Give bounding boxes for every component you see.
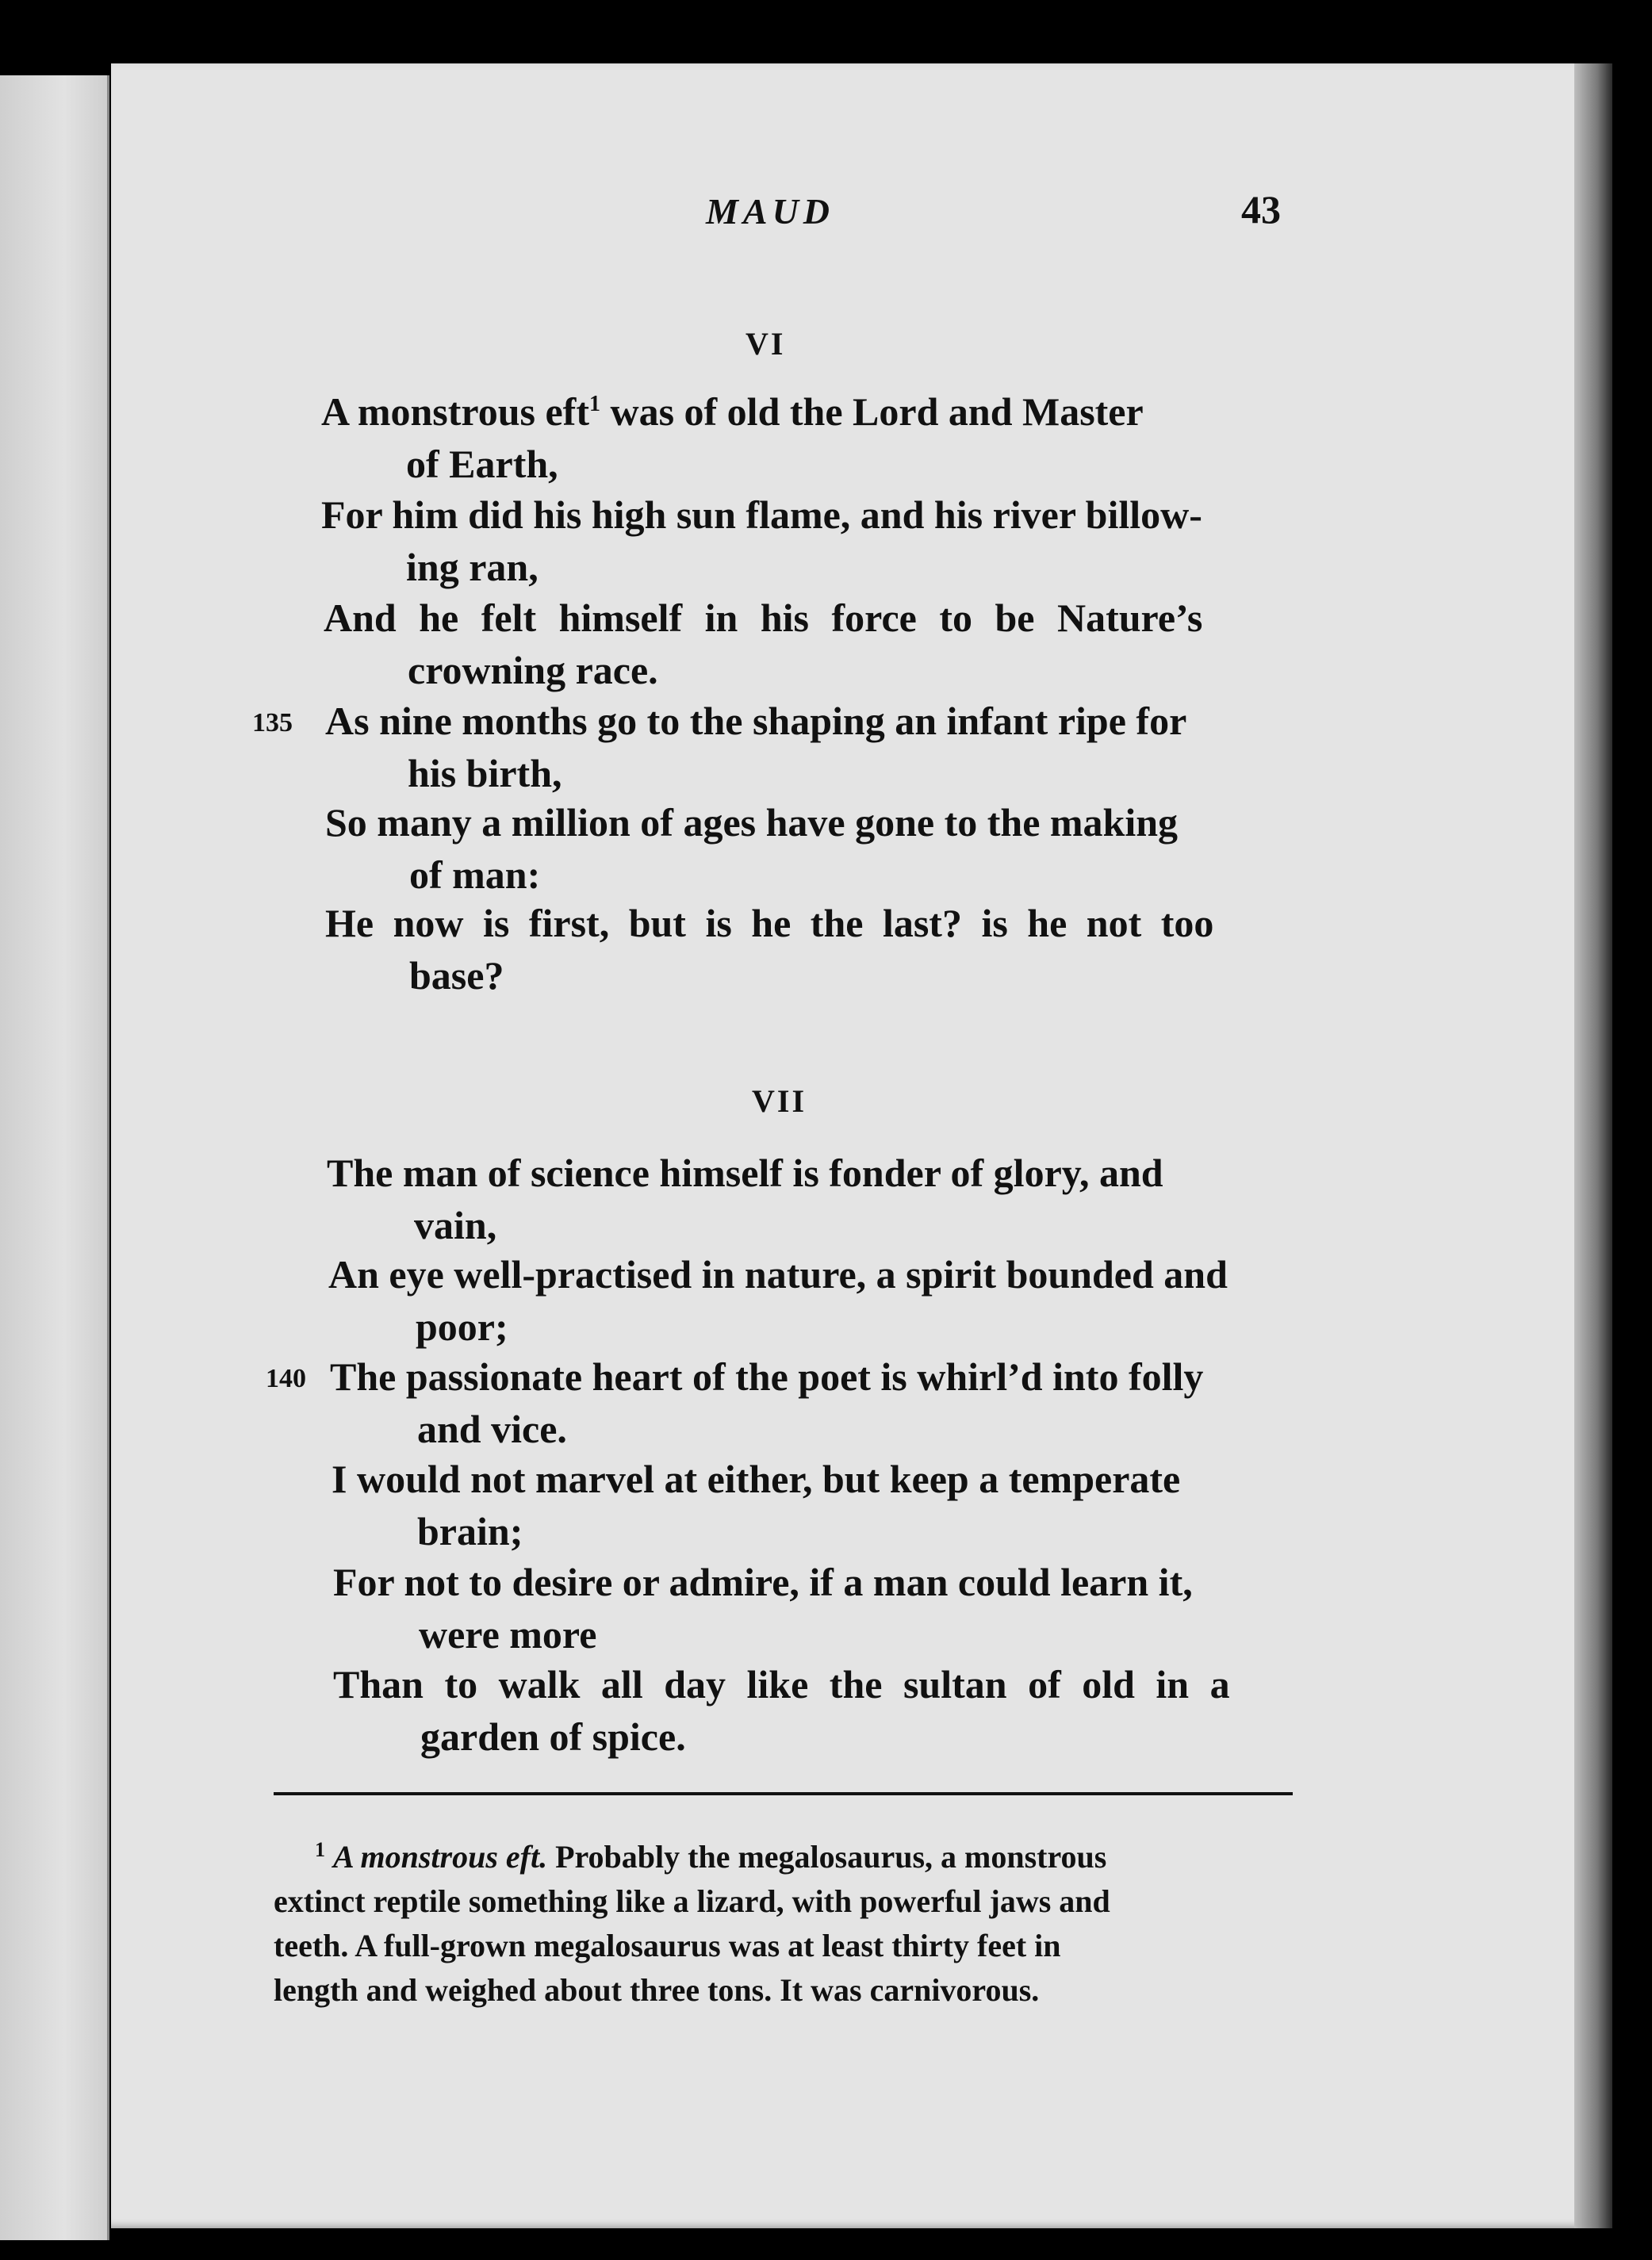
footnote-divider [274,1792,1293,1795]
verse-continuation: of man: [409,852,541,897]
verse-line: The man of science himself is fonder of glory, and [327,1151,1163,1195]
verse-line: As nine months go to the shaping an infant ripe for [325,699,1187,743]
page-edge-shadow [1574,63,1612,2228]
verse-continuation: ing ran, [406,545,539,589]
verse-line [321,389,1144,435]
facing-page-edge [0,75,109,2240]
verse-continuation: poor; [416,1304,508,1349]
verse-line: And he felt himself in his force to be Nature’s [324,596,1203,640]
verse-continuation: brain; [417,1509,523,1553]
verse-continuation: were more [419,1612,597,1657]
verse-continuation: of Earth, [406,442,558,486]
verse-line: So many a million of ages have gone to the making [325,800,1179,845]
verse-text: A monstrous eft [321,389,589,434]
verse-line: For not to desire or admire, if a man could learn it, [333,1560,1193,1604]
verse-continuation: vain, [414,1203,497,1247]
verse-line: The passionate heart of the poet is whirl’d into folly [330,1354,1204,1399]
verse-line: For him did his high sun flame, and his river billow- [321,492,1202,537]
verse-continuation: and vice. [417,1407,567,1451]
verse-continuation: his birth, [408,751,562,795]
verse-text-continued: was of old the Lord and Master [600,389,1144,434]
verse-continuation: crowning race. [408,648,658,692]
verse-line: Than to walk all day like the sultan of old in a [333,1662,1230,1706]
footnote-marker: 1 [315,1838,325,1861]
footnote-line: teeth. A full-grown megalosaurus was at least thirty feet in [274,1928,1061,1963]
footnote [274,1828,1309,2013]
line-number: 140 [266,1364,306,1393]
footnote-line: extinct reptile something like a lizard, with powerful jaws and [274,1883,1110,1919]
page-number: 43 [1241,187,1281,232]
footnote-text: Probably the megalosaurus, a monstrous [547,1839,1107,1875]
section-heading-vii: VII [752,1083,807,1119]
verse-continuation: base? [409,953,504,998]
verse-line: An eye well-practised in nature, a spirit bounded and [328,1252,1228,1297]
verse-line: He now is first, but is he the last? is he not too [325,901,1214,945]
section-heading-vi: VI [746,326,786,362]
line-number: 135 [252,708,293,737]
footnote-line: length and weighed about three tons. It was carnivorous. [274,1972,1040,2008]
verse-continuation: garden of spice. [420,1714,686,1759]
footnote-line [274,1828,1309,1879]
running-title: MAUD [706,191,835,232]
footnote-headword: A monstrous eft. [333,1839,548,1875]
verse-line: I would not marvel at either, but keep a temperate [332,1457,1181,1501]
footnote-reference[interactable]: 1 [588,392,600,416]
